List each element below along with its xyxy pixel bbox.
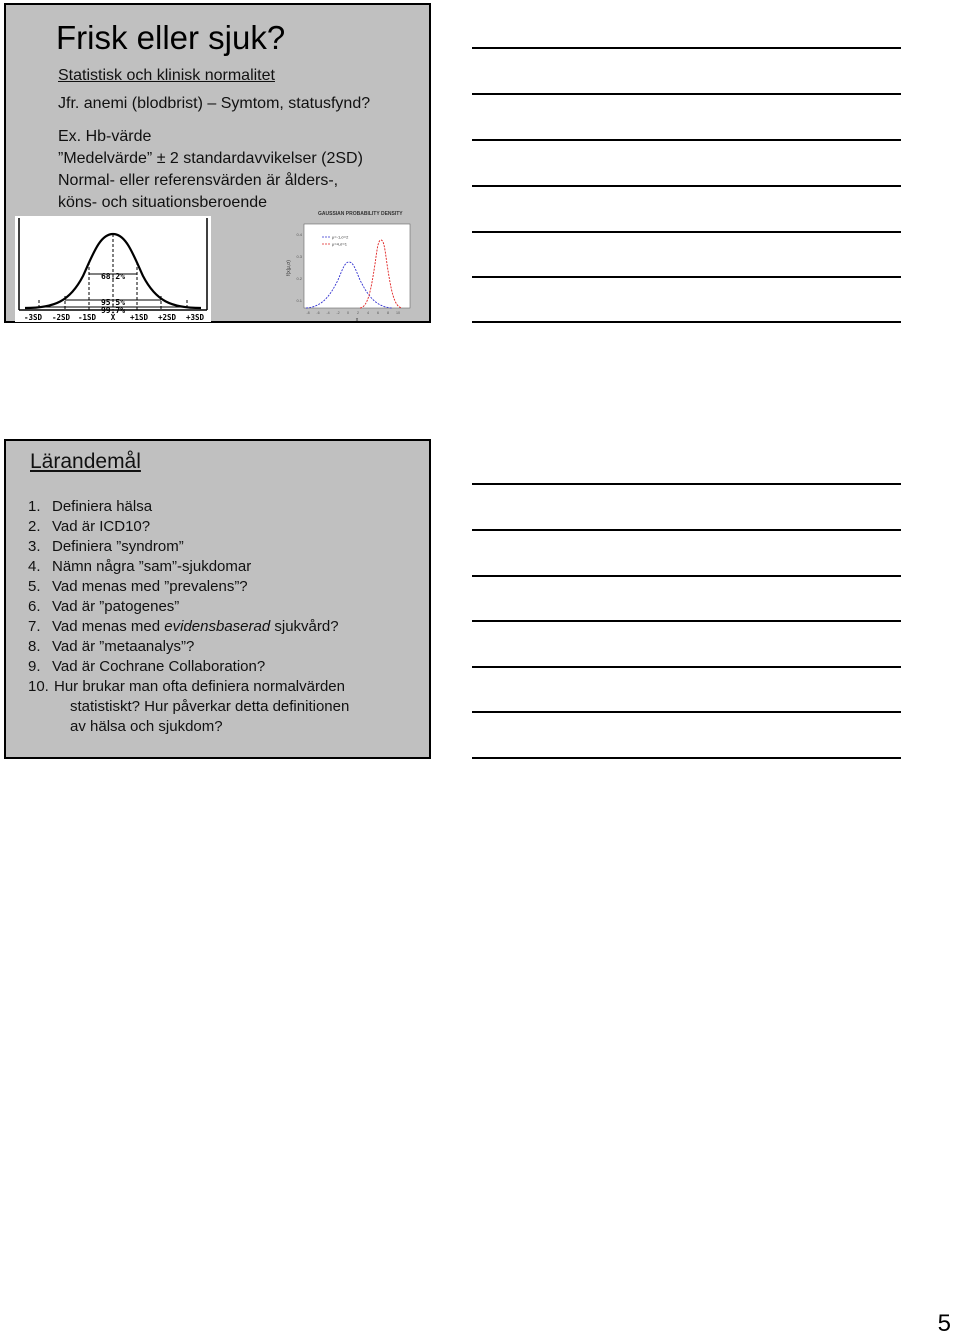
note-line (472, 757, 901, 759)
list-item: 6. Vad är ”patogenes” (28, 598, 180, 615)
text-line: Normal- eller referensvärden är ålders-, (58, 172, 339, 189)
note-line (472, 620, 901, 622)
svg-text:-8: -8 (306, 311, 310, 315)
axis-label: -1SD (77, 313, 97, 322)
note-line (472, 666, 901, 668)
svg-text:0.4: 0.4 (296, 232, 302, 237)
list-item: 10. Hur brukar man ofta definiera normalvärden statistiskt? Hur påverkar detta definitionen av hälsa och sjukdom? (28, 678, 350, 735)
axis-label: +3SD (185, 313, 205, 322)
list-item: 9. Vad är Cochrane Collaboration? (28, 658, 266, 675)
note-line (472, 139, 901, 141)
note-line (472, 711, 901, 713)
gaussian-ylabel: f(x|μ,σ) (286, 260, 292, 276)
note-line (472, 483, 901, 485)
gaussian-xlabel: x (355, 317, 359, 322)
text-line: köns- och situationsberoende (58, 194, 268, 211)
note-line (472, 321, 901, 323)
gaussian-density-figure (282, 206, 416, 322)
axis-label: +1SD (129, 313, 149, 322)
normal-distribution-figure (15, 216, 211, 322)
gaussian-title: GAUSSIAN PROBABILITY DENSITY (318, 211, 403, 217)
svg-text:0.3: 0.3 (296, 254, 302, 259)
svg-text:-4: -4 (326, 311, 330, 315)
subtitle-link: Statistisk och klinisk normalitet (58, 67, 275, 84)
note-line (472, 231, 901, 233)
svg-text:0.2: 0.2 (296, 276, 302, 281)
svg-text:6: 6 (377, 311, 379, 315)
svg-text:μ=4,σ=1: μ=4,σ=1 (332, 241, 348, 247)
list-item: 2. Vad är ICD10? (28, 518, 151, 535)
svg-text:0.1: 0.1 (296, 298, 302, 303)
axis-label: -3SD (23, 313, 43, 322)
axis-label: -2SD (51, 313, 71, 322)
note-line (472, 93, 901, 95)
plot-area (304, 224, 410, 308)
note-line (472, 575, 901, 577)
learning-goals-list (28, 497, 349, 737)
list-item: 1. Definiera hälsa (28, 498, 153, 515)
axis-label: X̄ (110, 313, 116, 322)
x-ticks (306, 311, 400, 315)
slide-2 (4, 439, 431, 759)
axis-label: +2SD (157, 313, 177, 322)
slide-2-title: Lärandemål (30, 450, 141, 473)
svg-text:-2: -2 (336, 311, 340, 315)
text-line: ”Medelvärde” ± 2 standardavvikelser (2SD) (58, 150, 363, 167)
list-item: 8. Vad är ”metaanalys”? (28, 638, 195, 655)
list-item: 3. Definiera ”syndrom” (28, 538, 184, 555)
svg-text:10: 10 (396, 311, 400, 315)
svg-text:2: 2 (357, 311, 359, 315)
note-line (472, 276, 901, 278)
slide-1-title: Frisk eller sjuk? (56, 19, 286, 56)
svg-text:-6: -6 (316, 311, 320, 315)
slide-1 (4, 3, 431, 323)
page-number: 5 (937, 1310, 951, 1337)
list-item: 7. Vad menas med evidensbaserad sjukvård? (28, 618, 339, 635)
svg-text:4: 4 (367, 311, 369, 315)
pct-68-label: 68.2% (100, 272, 126, 281)
pct-99-label: 99.7% (100, 306, 126, 315)
note-line (472, 47, 901, 49)
svg-text:μ=-1,σ=2: μ=-1,σ=2 (332, 234, 349, 240)
list-item: 4. Nämn några ”sam”-sjukdomar (28, 558, 252, 575)
note-line (472, 185, 901, 187)
note-line (472, 529, 901, 531)
text-line: Jfr. anemi (blodbrist) – Symtom, statusfynd? (58, 95, 371, 112)
svg-text:0: 0 (347, 311, 349, 315)
y-ticks (296, 232, 302, 303)
pct-95-label: 95.5% (100, 298, 126, 307)
svg-text:8: 8 (387, 311, 389, 315)
text-line: Ex. Hb-värde (58, 128, 152, 145)
list-item: 5. Vad menas med ”prevalens”? (28, 578, 248, 595)
